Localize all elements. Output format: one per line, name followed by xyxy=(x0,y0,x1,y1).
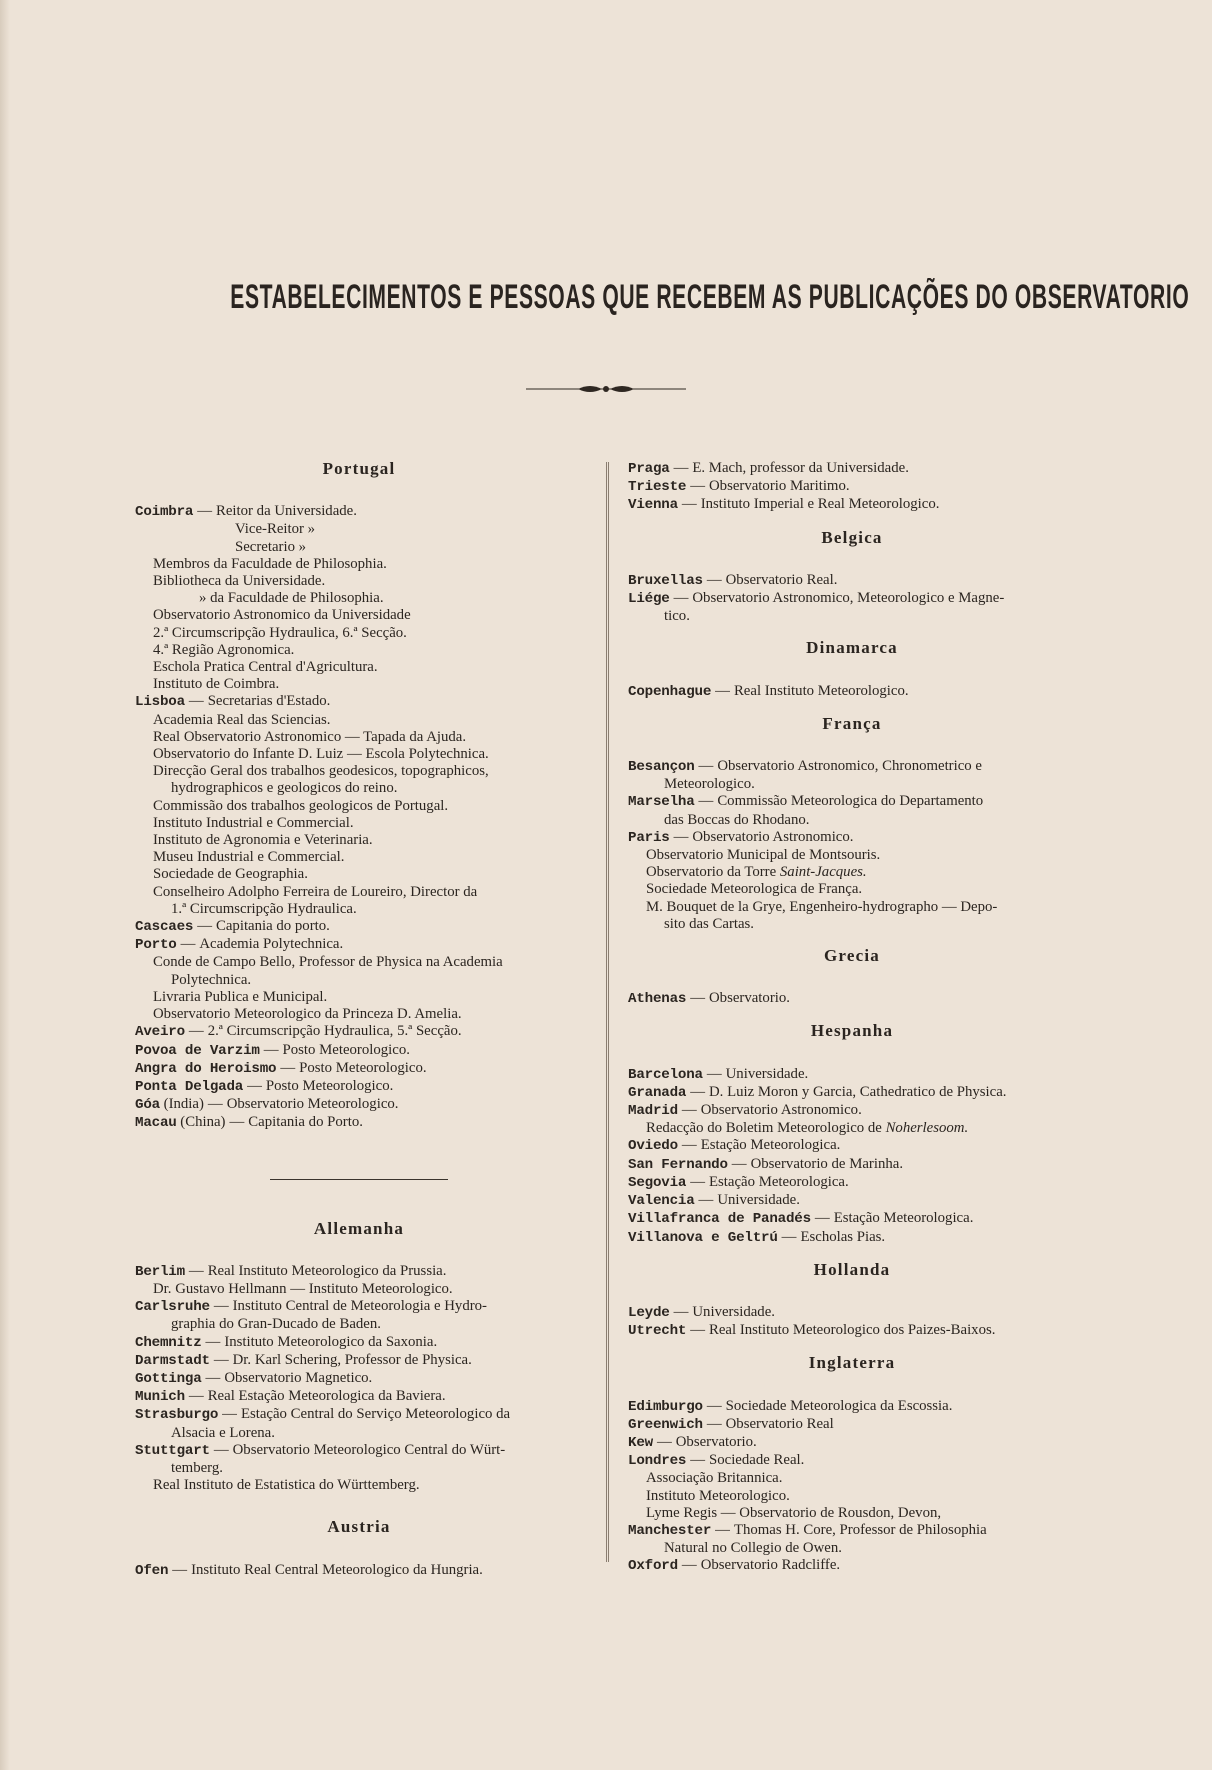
entry-gottinga: Gottinga — Observatorio Magnetico. xyxy=(135,1369,373,1387)
page-left-edge xyxy=(0,0,10,1770)
entry-line: Redacção do Boletim Meteorologico de Noherlesoom. xyxy=(646,1120,969,1137)
entry-line: Bibliotheca da Universidade. xyxy=(153,573,326,590)
city-edimburgo: Edimburgo xyxy=(628,1398,703,1415)
city-barcelona: Barcelona xyxy=(628,1066,703,1083)
city-san-fernando: San Fernando xyxy=(628,1156,728,1173)
entry-barcelona: Barcelona — Universidade. xyxy=(628,1065,809,1083)
entry-line: Observatorio do Infante D. Luiz — Escola Polytechnica. xyxy=(153,746,489,763)
entry-line: Direcção Geral dos trabalhos geodesicos, topographicos, xyxy=(153,763,489,780)
city-athenas: Athenas xyxy=(628,991,687,1008)
entry-line: Museu Industrial e Commercial. xyxy=(153,849,345,866)
entry-villanova: Villanova e Geltrú — Escholas Pias. xyxy=(628,1228,886,1246)
city-villafranca: Villafranca de Panadés xyxy=(628,1211,811,1228)
entry-cascaes: Cascaes — Capitania do porto. xyxy=(135,918,330,936)
entry-chemnitz: Chemnitz — Instituto Meteorologico da Saxonia. xyxy=(135,1333,438,1351)
city-villanova: Villanova e Geltrú xyxy=(628,1229,778,1246)
entry-bruxellas: Bruxellas — Observatorio Real. xyxy=(628,571,838,589)
entry-marselha: Marselha — Commissão Meteorologica do Departamento xyxy=(628,793,984,811)
entry-line: Secretario » xyxy=(235,538,307,555)
entry-line: Instituto de Agronomia e Veterinaria. xyxy=(153,832,373,849)
entry-line: Eschola Pratica Central d'Agricultura. xyxy=(153,659,378,676)
entry-line: » da Faculdade de Philosophia. xyxy=(199,590,384,607)
entry-goa: Góa (India) — Observatorio Meteorologico. xyxy=(135,1096,399,1114)
page-title: ESTABELECIMENTOS E PESSOAS QUE RECEBEM AS PUBLICAÇÕES DO OBSERVATORIO xyxy=(230,278,1190,316)
entry-line: Instituto Industrial e Commercial. xyxy=(153,814,354,831)
city-granada: Granada xyxy=(628,1084,687,1101)
city-angra-do-heroismo: Angra do Heroismo xyxy=(135,1060,277,1077)
city-utrecht: Utrecht xyxy=(628,1323,687,1340)
entry-greenwich: Greenwich — Observatorio Real xyxy=(628,1415,834,1433)
entry-line: das Boccas do Rhodano. xyxy=(664,811,810,828)
city-stuttgart: Stuttgart xyxy=(135,1442,210,1459)
entry-coimbra: Coimbra — Reitor da Universidade. xyxy=(135,503,357,521)
city-gottinga: Gottinga xyxy=(135,1370,202,1387)
city-kew: Kew xyxy=(628,1434,653,1451)
entry-line: tico. xyxy=(664,608,690,625)
city-vienna: Vienna xyxy=(628,497,678,514)
entry-villafranca: Villafranca de Panadés — Estação Meteorologica. xyxy=(628,1210,974,1228)
section-heading-grecia: Grecia xyxy=(824,946,880,966)
entry-line: sito das Cartas. xyxy=(664,915,755,932)
city-aveiro: Aveiro xyxy=(135,1024,185,1041)
section-heading-austria: Austria xyxy=(327,1517,391,1537)
entry-edimburgo: Edimburgo — Sociedade Meteorologica da Escossia. xyxy=(628,1397,953,1415)
entry-lisboa: Lisboa — Secretarias d'Estado. xyxy=(135,693,331,711)
entry-strasburgo: Strasburgo — Estação Central do Serviço Meteorologico da xyxy=(135,1406,511,1424)
entry-macau: Macau (China) — Capitania do Porto. xyxy=(135,1114,363,1132)
entry-line: Observatorio Astronomico da Universidade xyxy=(153,607,411,624)
entry-ponta-delgada: Ponta Delgada — Posto Meteorologico. xyxy=(135,1077,394,1095)
city-ponta-delgada: Ponta Delgada xyxy=(135,1078,244,1095)
entry-ofen: Ofen — Instituto Real Central Meteorologico da Hungria. xyxy=(135,1561,483,1579)
entry-madrid: Madrid — Observatorio Astronomico. xyxy=(628,1102,862,1120)
city-ofen: Ofen xyxy=(135,1562,169,1579)
ornament-divider xyxy=(526,381,686,397)
section-heading-dinamarca: Dinamarca xyxy=(806,638,898,658)
city-goa: Góa xyxy=(135,1097,160,1114)
city-strasburgo: Strasburgo xyxy=(135,1407,219,1424)
entry-manchester: Manchester — Thomas H. Core, Professor de Philosophia xyxy=(628,1521,987,1539)
city-leyde: Leyde xyxy=(628,1304,670,1321)
entry-san-fernando: San Fernando — Observatorio de Marinha. xyxy=(628,1155,904,1173)
section-heading-hespanha: Hespanha xyxy=(810,1021,894,1041)
entry-liege: Liége — Observatorio Astronomico, Meteorologico e Magne- xyxy=(628,590,1005,608)
entry-line: Dr. Gustavo Hellmann — Instituto Meteorologico. xyxy=(153,1280,453,1297)
entry-carlsruhe: Carlsruhe — Instituto Central de Meteorologia e Hydro- xyxy=(135,1298,487,1316)
entry-line: M. Bouquet de la Grye, Engenheiro-hydrographo — Depo- xyxy=(646,898,998,915)
entry-line: Instituto Meteorologico. xyxy=(646,1487,790,1504)
entry-line: 1.ª Circumscripção Hydraulica. xyxy=(171,900,357,917)
city-besancon: Besançon xyxy=(628,759,695,776)
entry-line: Alsacia e Lorena. xyxy=(171,1424,275,1441)
entry-praga: Praga — E. Mach, professor da Universidade. xyxy=(628,460,909,477)
column-rule xyxy=(606,462,610,1562)
entry-line: Associação Britannica. xyxy=(646,1470,783,1487)
entry-kew: Kew — Observatorio. xyxy=(628,1433,757,1451)
entry-leyde: Leyde — Universidade. xyxy=(628,1303,775,1321)
entry-line: graphia do Gran-Ducado de Baden. xyxy=(171,1316,381,1333)
section-heading-inglaterra: Inglaterra xyxy=(808,1353,896,1373)
entry-line: Vice-Reitor » xyxy=(235,521,316,538)
entry-darmstadt: Darmstadt — Dr. Karl Schering, Professor de Physica. xyxy=(135,1351,472,1369)
entry-utrecht: Utrecht — Real Instituto Meteorologico dos Paizes-Baixos. xyxy=(628,1322,996,1340)
city-copenhague: Copenhague xyxy=(628,683,712,700)
city-macau: Macau xyxy=(135,1115,177,1132)
left-column xyxy=(135,460,583,1580)
entry-line: Sociedade de Geographia. xyxy=(153,866,308,883)
city-coimbra: Coimbra xyxy=(135,504,194,521)
city-porto: Porto xyxy=(135,937,177,954)
entry-valencia: Valencia — Universidade. xyxy=(628,1192,800,1210)
entry-line: Conselheiro Adolpho Ferreira de Loureiro, Director da xyxy=(153,883,478,900)
section-heading-portugal: Portugal xyxy=(322,459,396,478)
city-oxford: Oxford xyxy=(628,1558,678,1575)
entry-line: Real Instituto de Estatistica do Württemberg. xyxy=(153,1477,420,1494)
section-heading-franca: França xyxy=(822,713,882,733)
city-bruxellas: Bruxellas xyxy=(628,572,703,589)
entry-line: Real Observatorio Astronomico — Tapada da Ajuda. xyxy=(153,728,467,745)
entry-stuttgart: Stuttgart — Observatorio Meteorologico Central do Würt- xyxy=(135,1441,506,1459)
right-column xyxy=(628,460,1076,1576)
entry-athenas: Athenas — Observatorio. xyxy=(628,990,790,1008)
entry-londres: Londres — Sociedade Real. xyxy=(628,1452,805,1470)
city-munich: Munich xyxy=(135,1389,185,1406)
entry-line: 2.ª Circumscripção Hydraulica, 6.ª Secção. xyxy=(153,624,407,641)
city-darmstadt: Darmstadt xyxy=(135,1352,210,1369)
city-carlsruhe: Carlsruhe xyxy=(135,1299,210,1316)
city-greenwich: Greenwich xyxy=(628,1416,703,1433)
entry-line: temberg. xyxy=(171,1459,223,1476)
entry-line: Commissão dos trabalhos geologicos de Portugal. xyxy=(153,797,449,814)
entry-line: hydrographicos e geologicos do reino. xyxy=(171,780,398,797)
entry-line: Livraria Publica e Municipal. xyxy=(153,988,328,1005)
entry-line: Meteorologico. xyxy=(664,776,755,793)
city-valencia: Valencia xyxy=(628,1193,695,1210)
entry-aveiro: Aveiro — 2.ª Circumscripção Hydraulica, 5.ª Secção. xyxy=(135,1023,462,1041)
city-berlim: Berlim xyxy=(135,1263,185,1280)
city-trieste: Trieste xyxy=(628,479,687,496)
entry-munich: Munich — Real Estação Meteorologica da Baviera. xyxy=(135,1388,446,1406)
entry-vienna: Vienna — Instituto Imperial e Real Meteorologico. xyxy=(628,496,940,514)
entry-povoa: Povoa de Varzim — Posto Meteorologico. xyxy=(135,1041,410,1059)
entry-besancon: Besançon — Observatorio Astronomico, Chronometrico e xyxy=(628,758,982,776)
entry-line: 4.ª Região Agronomica. xyxy=(153,641,295,658)
entry-granada: Granada — D. Luiz Moron y Garcia, Cathedratico de Physica. xyxy=(628,1083,1007,1101)
city-manchester: Manchester xyxy=(628,1522,712,1539)
city-londres: Londres xyxy=(628,1453,687,1470)
city-chemnitz: Chemnitz xyxy=(135,1334,202,1351)
city-cascaes: Cascaes xyxy=(135,919,194,936)
entry-line: Lyme Regis — Observatorio de Rousdon, Devon, xyxy=(646,1504,942,1521)
entry-line: Natural no Collegio de Owen. xyxy=(664,1540,842,1557)
city-oviedo: Oviedo xyxy=(628,1138,678,1155)
entry-line: Membros da Faculdade de Philosophia. xyxy=(153,555,387,572)
entry-line: Observatorio Municipal de Montsouris. xyxy=(646,847,881,864)
city-paris: Paris xyxy=(628,829,670,846)
section-heading-hollanda: Hollanda xyxy=(813,1259,891,1279)
city-marselha: Marselha xyxy=(628,794,695,811)
section-heading-belgica: Belgica xyxy=(821,527,883,547)
entry-line: Conde de Campo Bello, Professor de Physica na Academia xyxy=(153,954,503,971)
city-povoa-de-varzim: Povoa de Varzim xyxy=(135,1042,260,1059)
entry-line: Instituto de Coimbra. xyxy=(153,676,280,693)
entry-berlim: Berlim — Real Instituto Meteorologico da Prussia. xyxy=(135,1262,447,1280)
entry-segovia: Segovia — Estação Meteorologica. xyxy=(628,1173,849,1191)
entry-angra: Angra do Heroismo — Posto Meteorologico. xyxy=(135,1059,427,1077)
city-lisboa: Lisboa xyxy=(135,694,185,711)
city-madrid: Madrid xyxy=(628,1103,678,1120)
entry-line: Observatorio da Torre Saint-Jacques. xyxy=(646,864,867,881)
city-praga: Praga xyxy=(628,461,670,477)
entry-copenhague: Copenhague — Real Instituto Meteorologico. xyxy=(628,682,909,700)
entry-oxford: Oxford — Observatorio Radcliffe. xyxy=(628,1557,841,1575)
entry-line: Observatorio Meteorologico da Princeza D. Amelia. xyxy=(153,1006,462,1023)
city-segovia: Segovia xyxy=(628,1174,687,1191)
entry-oviedo: Oviedo — Estação Meteorologica. xyxy=(628,1137,841,1155)
section-heading-allemanha: Allemanha xyxy=(313,1218,405,1238)
city-liege: Liége xyxy=(628,591,670,608)
entry-porto: Porto — Academia Polytechnica. xyxy=(135,936,344,954)
entry-trieste: Trieste — Observatorio Maritimo. xyxy=(628,478,850,496)
entry-line: Academia Real das Sciencias. xyxy=(153,711,331,728)
entry-paris: Paris — Observatorio Astronomico. xyxy=(628,828,854,846)
entry-line: Sociedade Meteorologica de França. xyxy=(646,881,863,898)
section-divider xyxy=(270,1179,448,1180)
entry-line: Polytechnica. xyxy=(171,971,252,988)
